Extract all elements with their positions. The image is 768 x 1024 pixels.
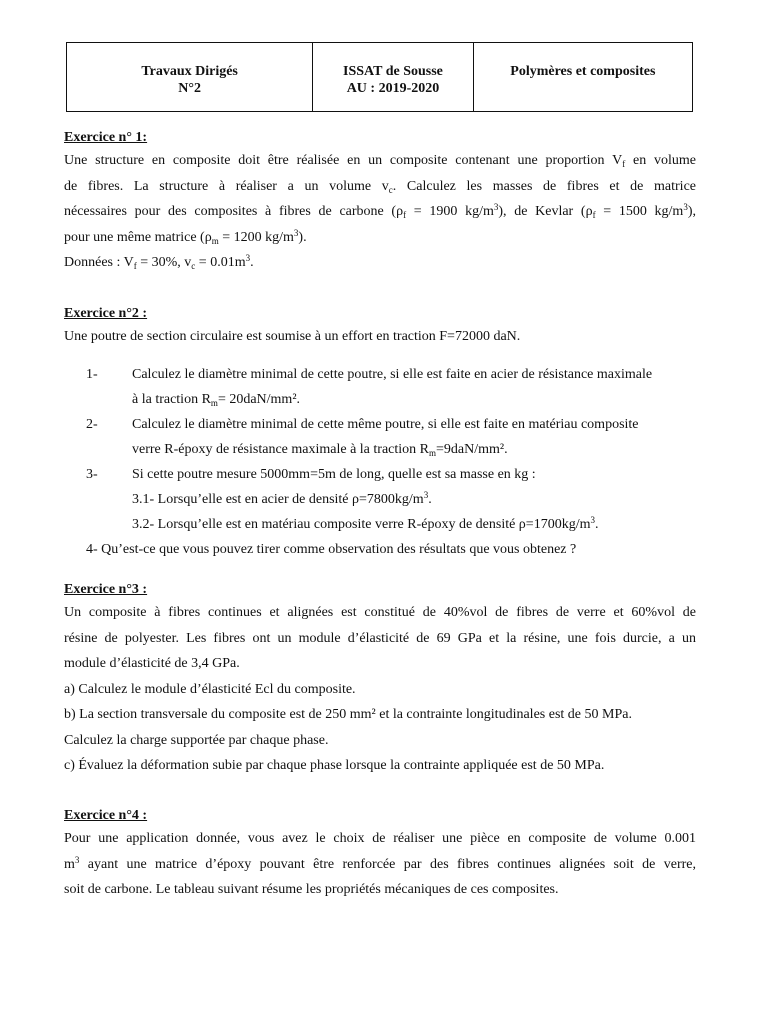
- sub-item-3-1: 3.1- Lorsqu’elle est en acier de densité $\rho=7800kg/m^3$.: [132, 489, 432, 507]
- exercise-1-line-4: pour une même matrice ($\rho_m = 1200$ $kg/m^3$).: [64, 227, 307, 246]
- exercise-1: [64, 128, 696, 276]
- exercise-3-title: Exercice n°3 :: [64, 582, 148, 597]
- exercise-3: [64, 580, 696, 779]
- header-td-number: N°2: [178, 81, 201, 96]
- header-cell-course-type: [67, 43, 313, 111]
- exercise-4: [64, 806, 696, 903]
- exercise-2-list: [64, 362, 696, 562]
- exercise-3-line-2: résine de polyester. Les fibres ont un module d’élasticité de 69 GPa et la résine, une fois durcie, a un: [64, 630, 696, 646]
- header-cell-subject: [474, 43, 692, 111]
- exercise-3-line-3: module d’élasticité de 3,4 GPa.: [64, 656, 240, 671]
- exercise-4-line-3: soit de carbone. Le tableau suivant résume les propriétés mécaniques de ces composites.: [64, 882, 559, 897]
- header-institution: ISSAT de Sousse: [343, 64, 443, 79]
- header-td-label: Travaux Dirigés: [141, 64, 238, 79]
- exercise-2-intro: Une poutre de section circulaire est soumise à un effort en traction F=72000 daN.: [64, 329, 521, 344]
- header-table: [66, 42, 693, 112]
- exercise-1-line-3: nécessaires pour des composites à fibres de carbone ($\rho_f = 1900$ $kg/m^3$), de Kevlar ($\rho_f = 1500$ $kg/m^3$),: [64, 202, 696, 220]
- exercise-4-line-2: $m^3$ ayant une matrice d’époxy pouvant être renforcée par des fibres continues alignées soit de verre,: [64, 854, 696, 872]
- exercise-4-line-1: Pour une application donnée, vous avez le choix de réaliser une pièce en composite de volume 0.001: [64, 831, 696, 846]
- list-item: 3- Si cette poutre mesure 5000mm=5m de long, quelle est sa masse en kg :: [86, 466, 536, 482]
- list-item: 1- Calculez le diamètre minimal de cette poutre, si elle est faite en acier de résistance maximale à la traction $R_m= 20daN/mm^2$.: [86, 366, 653, 408]
- exercise-2-title: Exercice n°2 :: [64, 306, 148, 321]
- exercise-1-line-1: Une structure en composite doit être réalisée en un composite contenant une proportion $V_f$ en volume: [64, 153, 696, 169]
- exercise-1-data: Données : $V_f = 30\%$, $v_c = 0.01m^3$.: [64, 253, 254, 271]
- exercise-1-title: Exercice n° 1:: [64, 130, 148, 145]
- exercise-1-line-2: de fibres. La structure à réaliser a un volume $v_c$. Calculez les masses de fibres et de matrice: [64, 178, 696, 195]
- exercise-3-question-b-cont: Calculez la charge supportée par chaque phase.: [64, 732, 329, 748]
- list-item: 2- Calculez le diamètre minimal de cette même poutre, si elle est faite en matériau composite verre R-époxy de résistance maximale à la traction $R_m=9daN$/mm².: [86, 416, 639, 458]
- exercise-4-title: Exercice n°4 :: [64, 808, 148, 823]
- header-subject: Polymères et composites: [510, 64, 656, 79]
- sub-item-3-2: 3.2- Lorsqu’elle est en matériau composite verre R-époxy de densité $\rho=1700kg/m^3$.: [132, 514, 599, 532]
- list-item-4: 4- Qu’est-ce que vous pouvez tirer comme observation des résultats que vous obtenez ?: [86, 541, 577, 557]
- exercise-2: [64, 304, 696, 562]
- exercise-3-question-a: a) Calculez le module d’élasticité Ecl du composite.: [64, 681, 356, 697]
- header-cell-institution: [313, 43, 473, 111]
- header-academic-year: AU : 2019-2020: [346, 81, 440, 96]
- exercise-3-line-1: Un composite à fibres continues et alignées est constitué de 40%vol de fibres de verre et 60%vol de: [64, 605, 696, 620]
- exercise-3-question-c: c) Évaluez la déformation subie par chaque phase lorsque la contrainte appliquée est de 50 MPa.: [64, 758, 605, 773]
- exercise-3-question-b: b) La section transversale du composite est de 250 mm² et la contrainte longitudinales est de 50 MPa.: [64, 707, 632, 722]
